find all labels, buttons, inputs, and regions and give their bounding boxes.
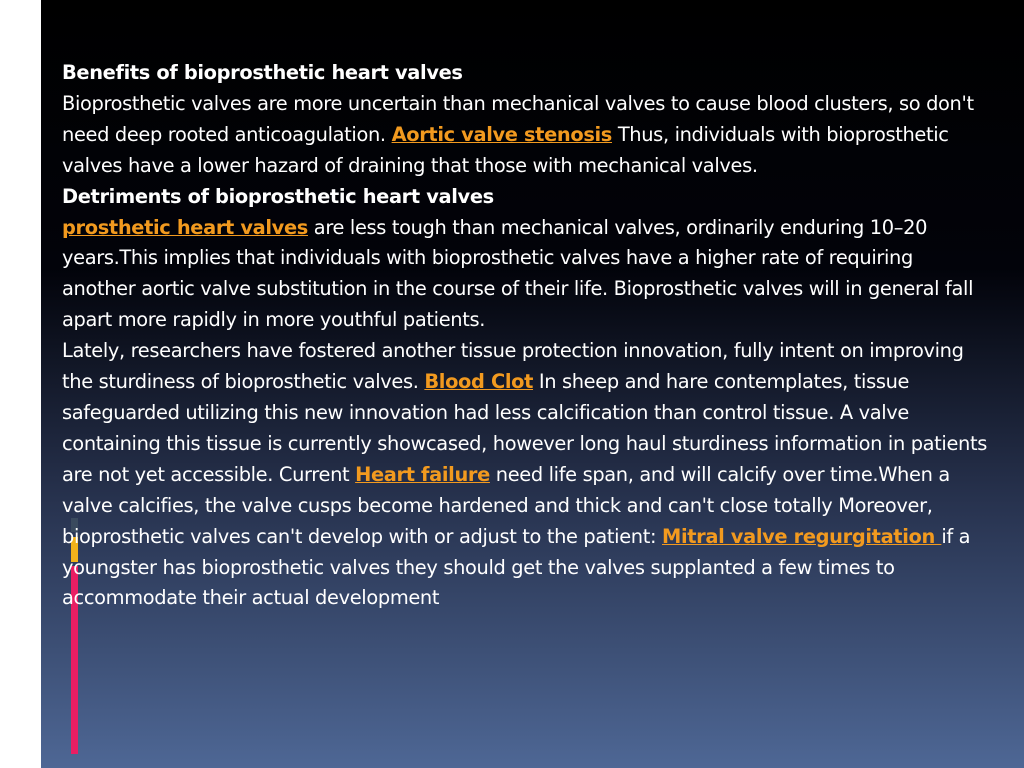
decorative-line bbox=[20, 0, 23, 170]
slide-content bbox=[62, 58, 992, 614]
aortic-valve-stenosis-link[interactable]: Aortic valve stenosis bbox=[391, 122, 612, 146]
benefits-heading: Benefits of bioprosthetic heart valves bbox=[62, 61, 463, 84]
detriments-text-e: if a youngster has bioprosthetic valves they should get the valves supplanted a few times to accommodate their actual development bbox=[62, 524, 971, 610]
detriments-text-b: Lately, researchers have fostered another tissue protection innovation, fully intent on improving the sturdiness of bioprosthetic valves. bbox=[62, 339, 964, 394]
benefits-text-b: Thus, individuals with bioprosthetic valves have a lower hazard of draining that those with mechanical valves. bbox=[62, 122, 949, 177]
left-white-strip bbox=[0, 0, 41, 768]
decorative-vertical-lines bbox=[20, 0, 38, 170]
benefits-paragraph bbox=[62, 89, 992, 182]
mitral-valve-regurgitation-link[interactable]: Mitral valve regurgitation bbox=[662, 524, 942, 548]
detriments-paragraph-1 bbox=[62, 213, 992, 337]
detriments-text-a: are less tough than mechanical valves, ordinarily enduring 10–20 years.This implies that individuals with bioprosthetic valves have a higher rate of requiring another aortic valve substitution in the course of their life. Bioprosthetic valves will in general fall apart more rapidly in more youthful patients. bbox=[62, 215, 974, 332]
decorative-line bbox=[30, 0, 33, 170]
detriments-text-c: In sheep and hare contemplates, tissue safeguarded utilizing this new innovation had less calcification than control tissue. A valve containing this tissue is currently showcased, however long haul sturdiness information in patients are not yet accessible. Current bbox=[62, 370, 987, 486]
detriments-heading: Detriments of bioprosthetic heart valves bbox=[62, 184, 494, 208]
detriments-text-d: need life span, and will calcify over time.When a valve calcifies, the valve cusps become hardened and thick and can't close totally Moreover, bioprosthetic valves can't develop with or adjust to the patient: bbox=[62, 462, 950, 548]
decorative-line bbox=[35, 0, 38, 170]
heart-failure-link[interactable]: Heart failure bbox=[355, 462, 490, 486]
prosthetic-heart-valves-link[interactable]: prosthetic heart valves bbox=[62, 215, 308, 239]
benefits-text-a: Bioprosthetic valves are more uncertain than mechanical valves to cause blood clusters, so don't need deep rooted anticoagulation. bbox=[62, 91, 974, 146]
blood-clot-link[interactable]: Blood Clot bbox=[424, 370, 534, 394]
detriments-paragraph-2 bbox=[62, 336, 992, 614]
decorative-line bbox=[25, 0, 28, 170]
